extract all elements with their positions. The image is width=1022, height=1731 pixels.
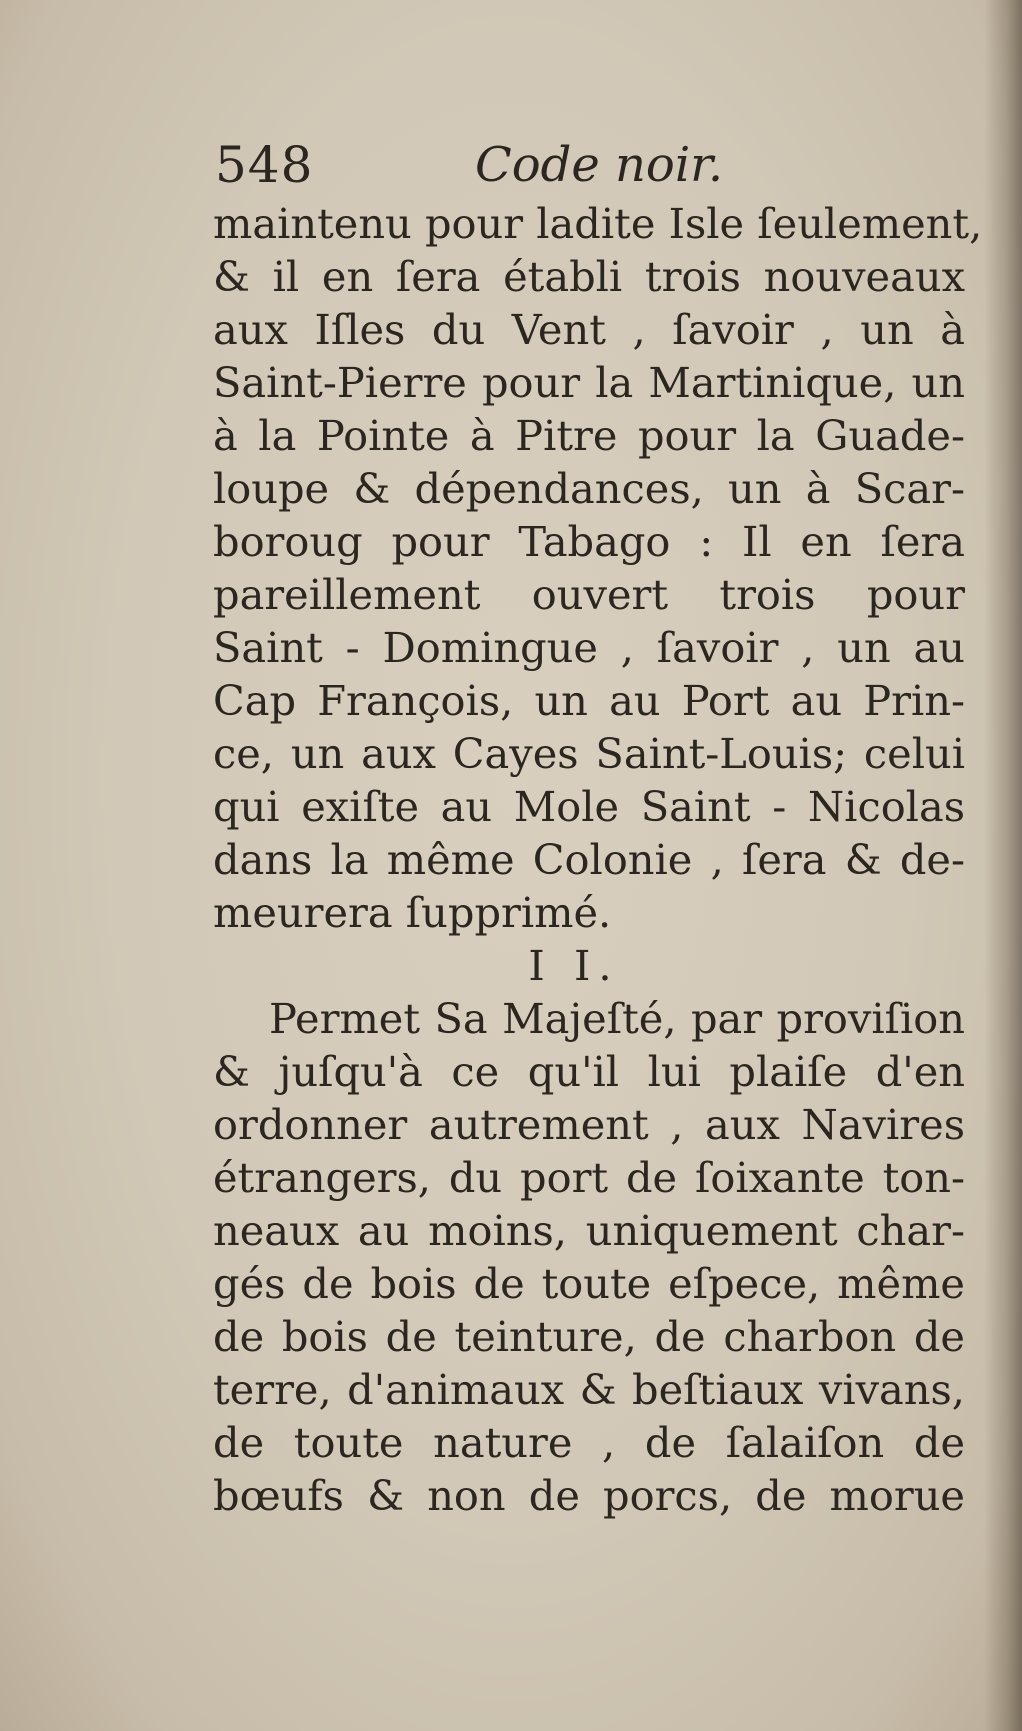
text-line: neaux au moins, uniquement char- [213, 1206, 965, 1255]
text-line: ce, un aux Cayes Saint-Louis; celui [213, 729, 965, 778]
text-line: Cap François, un au Port au Prin- [213, 676, 965, 725]
text-line: bœufs & non de porcs, de morue [213, 1471, 965, 1520]
text-line: de toute nature , de ſalaiſon de [213, 1418, 965, 1467]
text-line: étrangers, du port de ſoixante ton- [213, 1153, 965, 1202]
page-number: 548 [215, 136, 314, 194]
text-line: dans la même Colonie , ſera & de- [213, 835, 965, 884]
page-header [215, 135, 975, 195]
running-title: Code noir. [475, 137, 724, 193]
text-line: & juſqu'à ce qu'il lui plaiſe d'en [213, 1047, 965, 1096]
text-line: maintenu pour ladite Isle ſeulement, [213, 199, 983, 248]
text-line: Permet Sa Majeſté, par proviſion [269, 994, 965, 1043]
text-line: pareillement ouvert trois pour [213, 570, 965, 619]
text-line: de bois de teinture, de charbon de [213, 1312, 965, 1361]
text-line: Saint - Domingue , ſavoir , un au [213, 623, 965, 672]
text-line: qui exiſte au Mole Saint - Nicolas [213, 782, 965, 831]
body-text [213, 197, 983, 1522]
text-line: Saint-Pierre pour la Martinique, un [213, 358, 965, 407]
text-line: & il en ſera établi trois nouveaux [213, 252, 965, 301]
paragraph-1 [213, 197, 983, 939]
text-line: terre, d'animaux & beſtiaux vivans, [213, 1365, 965, 1414]
text-line: boroug pour Tabago : Il en ſera [213, 517, 965, 566]
text-line: gés de bois de toute eſpece, même [213, 1259, 965, 1308]
text-line: aux Iſles du Vent , ſavoir , un à [213, 305, 965, 354]
section-number: I I. [528, 941, 620, 990]
paragraph-2 [213, 992, 965, 1522]
text-line: à la Pointe à Pitre pour la Guade- [213, 411, 965, 460]
text-line: loupe & dépendances, un à Scar- [213, 464, 965, 513]
text-line: meurera ſupprimé. [213, 888, 612, 937]
text-line: ordonner autrement , aux Navires [213, 1100, 965, 1149]
